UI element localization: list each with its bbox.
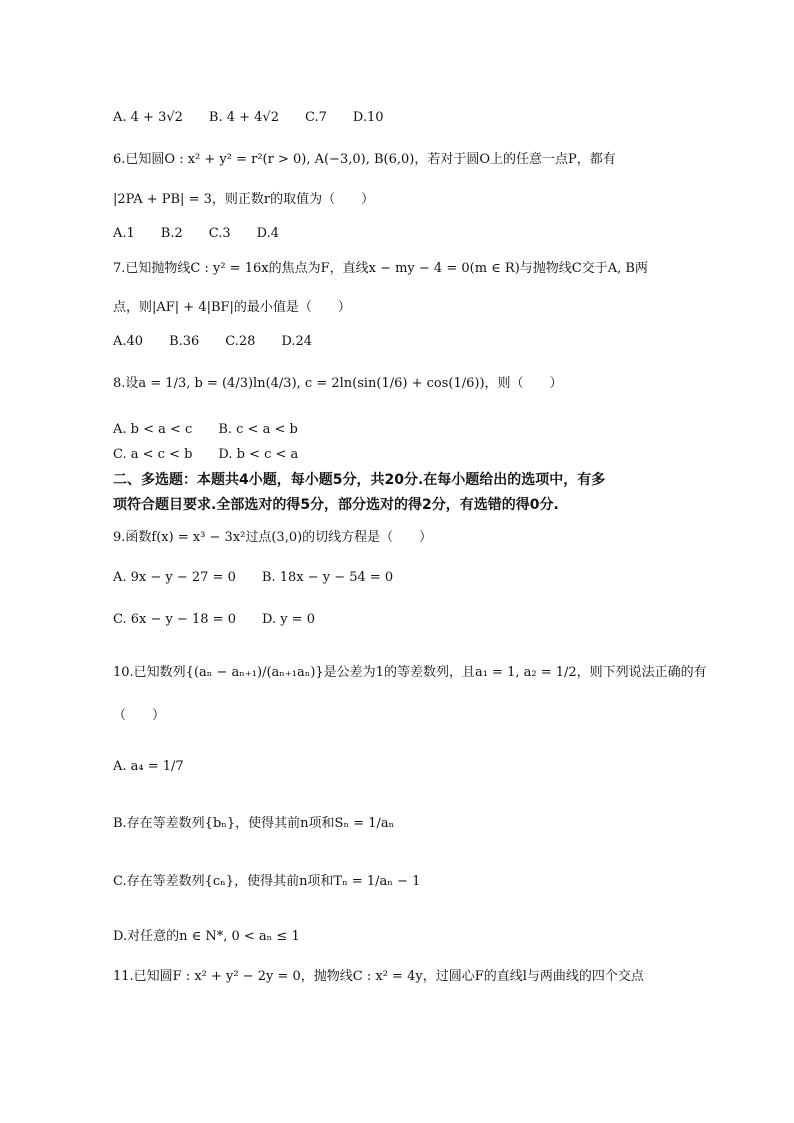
q10-option-b: B.存在等差数列{bₙ}，使得其前n项和Sₙ = 1/aₙ [113, 816, 395, 831]
section-heading-line2: 项符合题目要求.全部选对的得5分，部分选对的得2分，有选错的得0分. [113, 497, 559, 513]
q10-option-c: C.存在等差数列{cₙ}，使得其前n项和Tₙ = 1/aₙ − 1 [113, 874, 421, 889]
q7-stem-line1: 7.已知抛物线C : y² = 16x的焦点为F，直线x − my − 4 = 0(m ∈ R)与抛物线C交于A, B两 [113, 261, 648, 276]
q6-options: A.1 B.2 C.3 D.4 [113, 226, 279, 241]
q6-stem-line2: |2PA + PB| = 3，则正数r的取值为（ ） [113, 192, 375, 207]
q10-option-a: A. a₄ = 1/7 [113, 759, 184, 774]
q6-stem-line1: 6.已知圆O : x² + y² = r²(r > 0), A(−3,0), B(6,0)，若对于圆O上的任意一点P，都有 [113, 152, 616, 167]
q9-stem: 9.函数f(x) = x³ − 3x²过点(3,0)的切线方程是（ ） [113, 530, 433, 545]
q8-options-ab: A. b < a < c B. c < a < b [113, 422, 298, 437]
q8-options-cd: C. a < c < b D. b < c < a [113, 447, 299, 462]
q9-options-cd: C. 6x − y − 18 = 0 D. y = 0 [113, 612, 315, 627]
q10-stem-paren: （ ） [113, 708, 166, 723]
section-heading-line1: 二、多选题：本题共4小题，每小题5分，共20分.在每小题给出的选项中，有多 [113, 472, 606, 488]
q9-options-ab: A. 9x − y − 27 = 0 B. 18x − y − 54 = 0 [113, 570, 394, 585]
q10-stem: 10.已知数列{(aₙ − aₙ₊₁)/(aₙ₊₁aₙ)}是公差为1的等差数列，且a₁ = 1, a₂ = 1/2，则下列说法正确的有 [113, 665, 707, 680]
q11-stem: 11.已知圆F : x² + y² − 2y = 0，抛物线C : x² = 4y，过圆心F的直线l与两曲线的四个交点 [113, 969, 644, 984]
q5-options: A. 4 + 3√2 B. 4 + 4√2 C.7 D.10 [113, 110, 384, 125]
q7-options: A.40 B.36 C.28 D.24 [113, 334, 313, 349]
q7-stem-line2: 点，则|AF| + 4|BF|的最小值是（ ） [113, 300, 351, 315]
q8-stem: 8.设a = 1/3, b = (4/3)ln(4/3), c = 2ln(sin(1/6) + cos(1/6))，则（ ） [113, 376, 563, 391]
q10-option-d: D.对任意的n ∈ N*, 0 < aₙ ≤ 1 [113, 929, 300, 944]
